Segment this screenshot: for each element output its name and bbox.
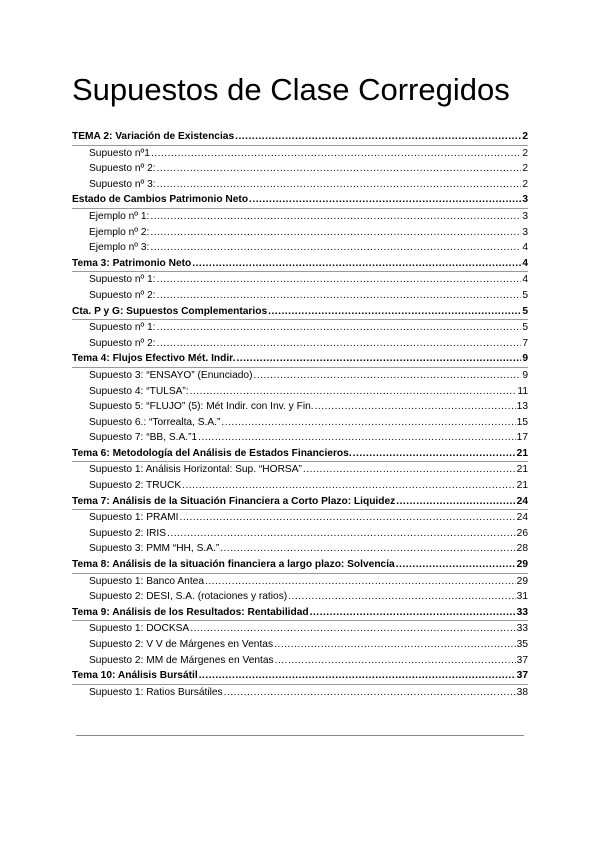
toc-entry-title: Supuesto 5: “FLUJO” (5): Mét Indir. con Inv. y Fin.: [89, 401, 314, 413]
toc-page-number: 21: [516, 447, 528, 459]
toc-entry-title: Supuesto 6.: “Torrealta, S.A.”: [89, 416, 221, 428]
toc-dot-leader: [235, 129, 521, 145]
toc-entry-title: Supuesto 4: “TULSA”:: [89, 385, 189, 397]
toc-dot-leader: [220, 541, 515, 557]
toc-dot-leader: [167, 526, 516, 542]
toc-section-entry[interactable]: [72, 304, 528, 321]
toc-entry-title: Supuesto 1: Ratios Bursátiles: [89, 686, 223, 698]
toc-subsection-entry[interactable]: [72, 621, 528, 637]
toc-page-number: 29: [516, 575, 528, 587]
toc-entry-title: Supuesto nº 1:: [89, 274, 156, 286]
toc-page-number: 38: [516, 686, 528, 698]
table-of-contents: [72, 129, 528, 700]
toc-entry-title: Tema 8: Análisis de la situación financiera a largo plazo: Solvencia: [72, 559, 395, 571]
toc-entry-title: Tema 3: Patrimonio Neto: [72, 257, 192, 269]
toc-subsection-entry[interactable]: [72, 574, 528, 590]
toc-subsection-entry[interactable]: [72, 368, 528, 384]
toc-subsection-entry[interactable]: [72, 320, 528, 336]
toc-entry-title: Tema 9: Análisis de los Resultados: Rentabilidad: [72, 606, 309, 618]
toc-page-number: 4: [522, 257, 528, 269]
toc-page-number: 9: [522, 369, 528, 381]
toc-entry-title: Supuesto 3: PMM “HH, S.A.”: [89, 543, 220, 555]
toc-entry-title: Supuesto nº 1:: [89, 322, 156, 334]
toc-page-number: 4: [522, 274, 528, 286]
toc-dot-leader: [157, 336, 522, 352]
toc-page-number: 2: [522, 178, 528, 190]
toc-dot-leader: [288, 589, 515, 605]
toc-subsection-entry[interactable]: [72, 399, 528, 415]
toc-dot-leader: [253, 368, 521, 384]
toc-entry-title: Cta. P y G: Supuestos Complementarios: [72, 305, 268, 317]
toc-dot-leader: [310, 605, 516, 621]
toc-dot-leader: [157, 320, 522, 336]
toc-page-number: 5: [522, 289, 528, 301]
toc-entry-title: Supuesto 1: Análisis Horizontal: Sup. “HORSA”: [89, 464, 302, 476]
toc-entry-title: Supuesto 2: IRIS: [89, 527, 167, 539]
toc-dot-leader: [224, 685, 516, 701]
toc-entry-title: Supuesto 1: Banco Antea: [89, 575, 204, 587]
toc-page-number: 26: [516, 527, 528, 539]
toc-entry-title: Supuesto 7: “BB, S.A.”1: [89, 432, 198, 444]
toc-dot-leader: [190, 621, 515, 637]
toc-section-entry[interactable]: [72, 605, 528, 622]
toc-page-number: 9: [522, 353, 528, 365]
toc-subsection-entry[interactable]: [72, 336, 528, 352]
toc-page-number: 31: [516, 591, 528, 603]
toc-dot-leader: [199, 668, 516, 684]
toc-dot-leader: [150, 209, 521, 225]
toc-entry-title: Supuesto nº 2:: [89, 337, 156, 349]
toc-section-entry[interactable]: [72, 192, 528, 209]
toc-page-number: 35: [516, 639, 528, 650]
toc-entry-title: Ejemplo nº 2:: [89, 226, 150, 238]
toc-dot-leader: [157, 161, 522, 177]
toc-dot-leader: [268, 304, 521, 320]
toc-dot-leader: [192, 256, 521, 272]
toc-dot-leader: [275, 653, 516, 669]
toc-subsection-entry[interactable]: [72, 384, 528, 400]
toc-page-number: 21: [516, 464, 528, 476]
toc-page-number: 33: [516, 623, 528, 635]
toc-dot-leader: [150, 240, 521, 256]
toc-subsection-entry[interactable]: [72, 209, 528, 225]
toc-page-number: 24: [516, 495, 528, 507]
toc-page-number: 33: [516, 606, 528, 618]
toc-entry-title: Supuesto 1: PRAMI: [89, 512, 179, 524]
toc-page-number: 17: [516, 432, 528, 444]
toc-dot-leader: [198, 430, 515, 446]
toc-page-number: 24: [516, 512, 528, 524]
toc-subsection-entry[interactable]: [72, 526, 528, 542]
toc-entry-title: Supuesto nº 2:: [89, 163, 156, 175]
toc-dot-leader: [353, 446, 516, 462]
toc-page-number: 3: [522, 210, 528, 222]
toc-dot-leader: [182, 478, 516, 494]
toc-subsection-entry[interactable]: [72, 146, 528, 162]
toc-page-number: 4: [522, 242, 528, 254]
toc-section-entry[interactable]: [72, 668, 528, 685]
toc-entry-title: Supuesto 2: DESI, S.A. (rotaciones y ratios): [89, 591, 288, 603]
toc-subsection-entry[interactable]: [72, 685, 528, 701]
toc-section-entry[interactable]: [72, 129, 528, 146]
toc-section-entry[interactable]: [72, 446, 528, 463]
toc-page-number: 3: [522, 226, 528, 238]
toc-subsection-entry[interactable]: [72, 272, 528, 288]
document-title: Supuestos de Clase Corregidos: [72, 72, 510, 107]
toc-entry-title: Tema 10: Análisis Bursátil: [72, 670, 198, 682]
toc-subsection-entry[interactable]: [72, 288, 528, 304]
toc-subsection-entry[interactable]: [72, 510, 528, 526]
toc-entry-title: Tema 6: Metodología del Análisis de Estados Financieros.: [72, 447, 352, 459]
toc-page-number: 29: [516, 559, 528, 571]
toc-entry-title: Tema 4: Flujos Efectivo Mét. Indir.: [72, 353, 236, 365]
toc-entry-title: Ejemplo nº 3:: [89, 242, 150, 254]
toc-dot-leader: [221, 415, 515, 431]
toc-entry-title: Supuesto 2: MM de Márgenes en Ventas: [89, 654, 274, 666]
toc-dot-leader: [274, 637, 516, 653]
toc-dot-leader: [157, 288, 522, 304]
toc-page-number: 13: [516, 401, 528, 413]
toc-dot-leader: [157, 177, 522, 193]
toc-entry-title: Supuesto nº 3:: [89, 178, 156, 190]
toc-page-number: 28: [516, 543, 528, 555]
toc-subsection-entry[interactable]: [72, 541, 528, 557]
toc-subsection-entry[interactable]: [72, 177, 528, 193]
toc-page-number: 2: [522, 163, 528, 175]
toc-page-number: 21: [516, 480, 528, 492]
toc-dot-leader: [396, 557, 516, 573]
toc-page-number: 15: [516, 416, 528, 428]
toc-dot-leader: [236, 351, 521, 367]
toc-entry-title: Supuesto 1: DOCKSA: [89, 623, 190, 635]
toc-entry-title: Supuesto nº 2:: [89, 289, 156, 301]
toc-section-entry[interactable]: [72, 256, 528, 273]
toc-section-entry[interactable]: [72, 494, 528, 511]
toc-dot-leader: [150, 225, 521, 241]
toc-page-number: 11: [517, 385, 528, 397]
toc-dot-leader: [205, 574, 516, 590]
toc-page-number: 3: [522, 194, 528, 206]
toc-dot-leader: [249, 192, 521, 208]
toc-dot-leader: [303, 462, 516, 478]
toc-subsection-entry[interactable]: [72, 161, 528, 177]
toc-subsection-entry[interactable]: [72, 240, 528, 256]
toc-dot-leader: [315, 399, 516, 415]
toc-subsection-entry[interactable]: [72, 415, 528, 431]
toc-entry-title: Supuesto 2: TRUCK: [89, 480, 182, 492]
toc-dot-leader: [179, 510, 515, 526]
toc-page-number: 37: [516, 654, 528, 666]
footer-divider: [76, 735, 524, 736]
toc-subsection-entry[interactable]: [72, 462, 528, 478]
toc-subsection-entry[interactable]: [72, 430, 528, 446]
toc-entry-title: Ejemplo nº 1:: [89, 210, 150, 222]
toc-page-number: 7: [522, 337, 528, 349]
toc-entry-title: Tema 7: Análisis de la Situación Financiera a Corto Plazo: Liquidez: [72, 495, 396, 507]
toc-subsection-entry[interactable]: [72, 478, 528, 494]
toc-page-number: 5: [522, 322, 528, 334]
toc-page-number: 5: [522, 305, 528, 317]
toc-section-entry[interactable]: [72, 351, 528, 368]
toc-entry-title: Supuesto 3: “ENSAYO” (Enunciado): [89, 369, 253, 381]
toc-entry-title: TEMA 2: Variación de Existencias: [72, 131, 235, 142]
toc-subsection-entry[interactable]: [72, 637, 528, 653]
toc-subsection-entry[interactable]: [72, 653, 528, 669]
toc-page-number: 2: [522, 131, 528, 142]
toc-entry-title: Supuesto nº1: [89, 147, 150, 159]
toc-entry-title: Estado de Cambios Patrimonio Neto: [72, 194, 249, 206]
toc-dot-leader: [151, 146, 521, 162]
toc-dot-leader: [157, 272, 522, 288]
toc-entry-title: Supuesto 2: V V de Márgenes en Ventas: [89, 639, 274, 650]
toc-subsection-entry[interactable]: [72, 225, 528, 241]
toc-subsection-entry[interactable]: [72, 589, 528, 605]
toc-section-entry[interactable]: [72, 557, 528, 574]
toc-page-number: 2: [522, 147, 528, 159]
toc-page-number: 37: [516, 670, 528, 682]
toc-dot-leader: [396, 494, 515, 510]
toc-dot-leader: [190, 384, 517, 400]
